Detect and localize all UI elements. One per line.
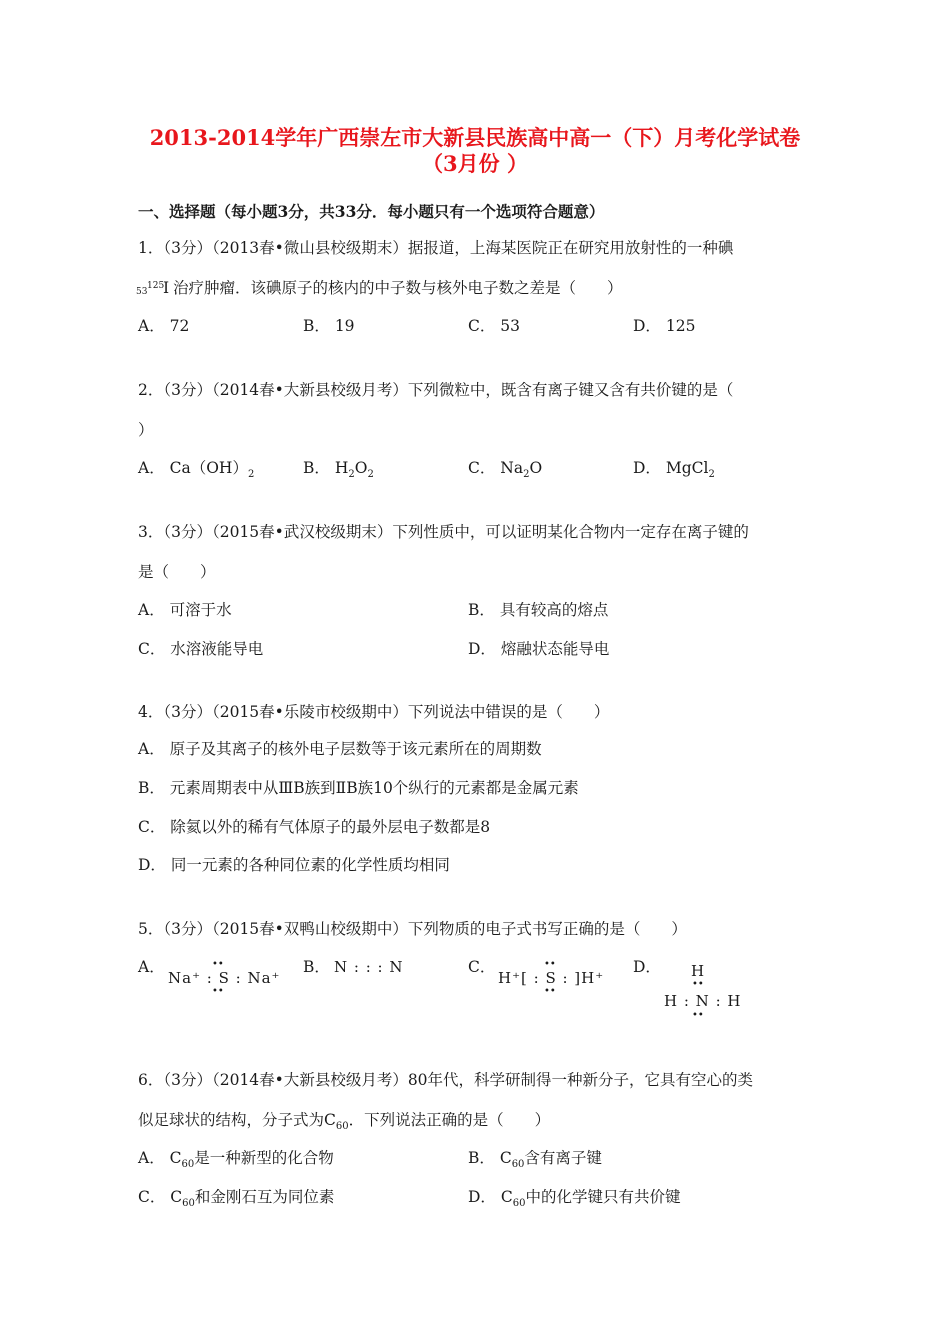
q3-option-d: D． 熔融状态能导电 xyxy=(468,640,610,658)
q6-option-d: D． $C_{60}$中的化学键只有共价键 xyxy=(468,1188,681,1210)
q1-option-b: B． 19 xyxy=(303,317,355,335)
q5-formula-a-bottom-dots: •• xyxy=(212,986,224,997)
q3-stem-line2: 是（ ） xyxy=(138,563,216,581)
section-heading: 一、选择题（每小题3分，共33分．每小题只有一个选项符合题意） xyxy=(138,202,605,221)
q5-formula-d-bottom-dots: •• xyxy=(692,1010,704,1021)
exam-title: 2013-2014学年广西崇左市大新县民族高中高一（下）月考化学试卷 xyxy=(149,125,801,150)
exam-subtitle: （3月份 ） xyxy=(422,151,528,176)
q1-iso-atomic-number: 53 xyxy=(136,287,148,297)
q1-option-c: C． 53 xyxy=(468,317,521,335)
q5-formula-b: N : : : N xyxy=(334,958,404,976)
q4-option-b: B． 元素周期表中从ⅢB族到ⅡB族10个纵行的元素都是金属元素 xyxy=(138,779,579,797)
q6-stem-line1: 6．（3分）（2014春•大新县校级月考）80年代，科学研制得一种新分子，它具有空心的类 xyxy=(138,1071,754,1089)
q3-option-a: A． 可溶于水 xyxy=(138,601,232,619)
q5-option-c-label: C． xyxy=(468,958,496,976)
q6-stem-line2: 似足球状的结构，分子式为$C_{60}$．下列说法正确的是（ ） xyxy=(138,1111,551,1133)
q4-stem: 4．（3分）（2015春•乐陵市校级期中）下列说法中错误的是（ ） xyxy=(138,703,610,721)
q2-option-a: A． $Ca(OH)_2$ xyxy=(138,459,255,481)
q2-option-b: B． $H_2O_2$ xyxy=(303,459,374,481)
q1-option-d: D． 125 xyxy=(633,317,696,335)
q1-iso-mass-number: 125 xyxy=(147,281,165,291)
q6-option-b: B． $C_{60}$含有离子键 xyxy=(468,1149,602,1171)
q5-formula-c-top-dots: •• xyxy=(544,959,556,970)
q5-formula-a: Na⁺ : S : Na⁺ xyxy=(168,969,281,987)
q6-option-a: A． $C_{60}$是一种新型的化合物 xyxy=(138,1149,334,1171)
q5-formula-c-bottom-dots: •• xyxy=(544,986,556,997)
q2-stem-line1: 2．（3分）（2014春•大新县校级月考）下列微粒中，既含有离子键又含有共价键的是（ xyxy=(138,381,734,399)
q2-option-d: D． MgCl$_2$ xyxy=(633,459,715,481)
q5-formula-d-mid-dots: •• xyxy=(692,979,704,990)
q4-option-d: D． 同一元素的各种同位素的化学性质均相同 xyxy=(138,856,450,874)
q5-formula-a-top-dots: •• xyxy=(212,959,224,970)
q4-option-c: C． 除氦以外的稀有气体原子的最外层电子数都是8 xyxy=(138,818,491,836)
q5-stem: 5．（3分）（2015春•双鸭山校级期中）下列物质的电子式书写正确的是（ ） xyxy=(138,920,687,938)
q3-stem-line1: 3．（3分）（2015春•武汉校级期末）下列性质中，可以证明某化合物内一定存在离子键的 xyxy=(138,523,749,541)
q1-stem-line2: 治疗肿瘤．该碘原子的核内的中子数与核外电子数之差是（ ） xyxy=(173,279,623,297)
q5-option-b-label: B． xyxy=(303,958,330,976)
q5-option-a-label: A． xyxy=(138,958,165,976)
q1-iso-symbol: I xyxy=(163,279,170,297)
q2-option-c: C． $Na_2O$ xyxy=(468,459,543,481)
q3-option-c: C． 水溶液能导电 xyxy=(138,640,264,658)
q5-option-d-label: D． xyxy=(633,958,661,976)
q1-stem-line1: 1．（3分）（2013春•微山县校级期末）据报道，上海某医院正在研究用放射性的一种碘 xyxy=(138,239,734,257)
q4-option-a: A． 原子及其离子的核外电子层数等于该元素所在的周期数 xyxy=(138,740,542,758)
q5-formula-d-mid: H : N : H xyxy=(664,992,742,1010)
q5-formula-c: H⁺[ : S : ]H⁺ xyxy=(498,969,605,987)
q1-option-a: A． 72 xyxy=(138,317,190,335)
q5-formula-d-top: H xyxy=(691,962,706,980)
q3-option-b: B． 具有较高的熔点 xyxy=(468,601,609,619)
q2-stem-line2: ） xyxy=(138,421,154,439)
q6-option-c: C． $C_{60}$和金刚石互为同位素 xyxy=(138,1188,335,1210)
